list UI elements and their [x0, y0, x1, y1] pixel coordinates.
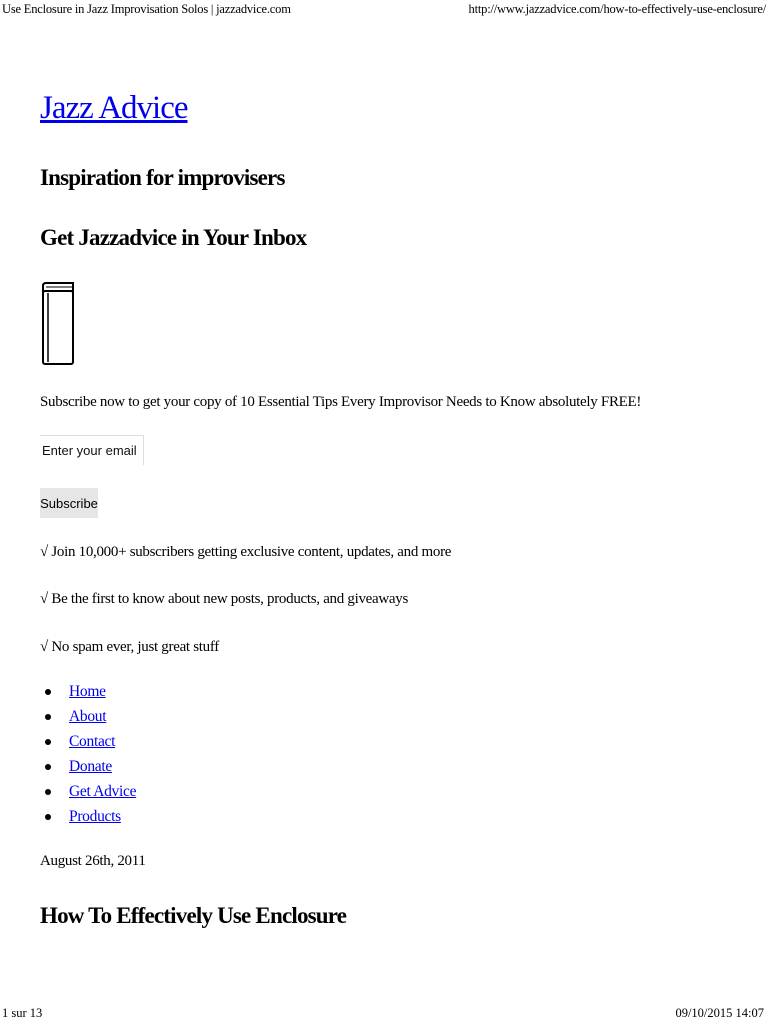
nav-link-home[interactable]: Home: [69, 683, 106, 700]
print-header-title: Use Enclosure in Jazz Improvisation Solos | jazzadvice.com: [2, 2, 291, 16]
nav-link-get-advice[interactable]: Get Advice: [69, 783, 137, 800]
bullet-icon: [45, 764, 51, 770]
nav-item-about: [40, 708, 136, 733]
nav-item-get-advice: [40, 783, 136, 808]
benefit-item: √ Join 10,000+ subscribers getting exclusive content, updates, and more: [40, 544, 452, 560]
newsletter-description: Subscribe now to get your copy of 10 Essential Tips Every Improvisor Needs to Know absolutely FREE!: [40, 394, 642, 410]
benefit-item: √ Be the first to know about new posts, products, and giveaways: [40, 591, 409, 607]
book-icon: [40, 282, 76, 366]
post-date: August 26th, 2011: [40, 853, 146, 869]
bullet-icon: [45, 739, 51, 745]
nav-item-home: [40, 683, 136, 708]
subscribe-button[interactable]: Subscribe: [40, 488, 98, 518]
nav-link-donate[interactable]: Donate: [69, 758, 112, 775]
nav-link-contact[interactable]: Contact: [69, 733, 116, 750]
print-footer-page-count: 1 sur 13: [2, 1006, 43, 1020]
bullet-icon: [45, 689, 51, 695]
print-footer-datetime: 09/10/2015 14:07: [675, 1006, 764, 1020]
site-title-link[interactable]: Jazz Advice: [40, 90, 188, 126]
nav-link-about[interactable]: About: [69, 708, 107, 725]
email-input[interactable]: [40, 435, 144, 465]
site-tagline: Inspiration for improvisers: [40, 165, 285, 190]
benefit-item: √ No spam ever, just great stuff: [40, 639, 219, 655]
nav-item-products: [40, 808, 136, 833]
nav-item-contact: [40, 733, 136, 758]
newsletter-heading: Get Jazzadvice in Your Inbox: [40, 225, 307, 250]
main-nav: [40, 683, 136, 833]
bullet-icon: [45, 814, 51, 820]
bullet-icon: [45, 789, 51, 795]
post-title: How To Effectively Use Enclosure: [40, 903, 347, 928]
nav-item-donate: [40, 758, 136, 783]
nav-link-products[interactable]: Products: [69, 808, 121, 825]
bullet-icon: [45, 714, 51, 720]
print-header-url: http://www.jazzadvice.com/how-to-effectively-use-enclosure/: [468, 2, 766, 16]
